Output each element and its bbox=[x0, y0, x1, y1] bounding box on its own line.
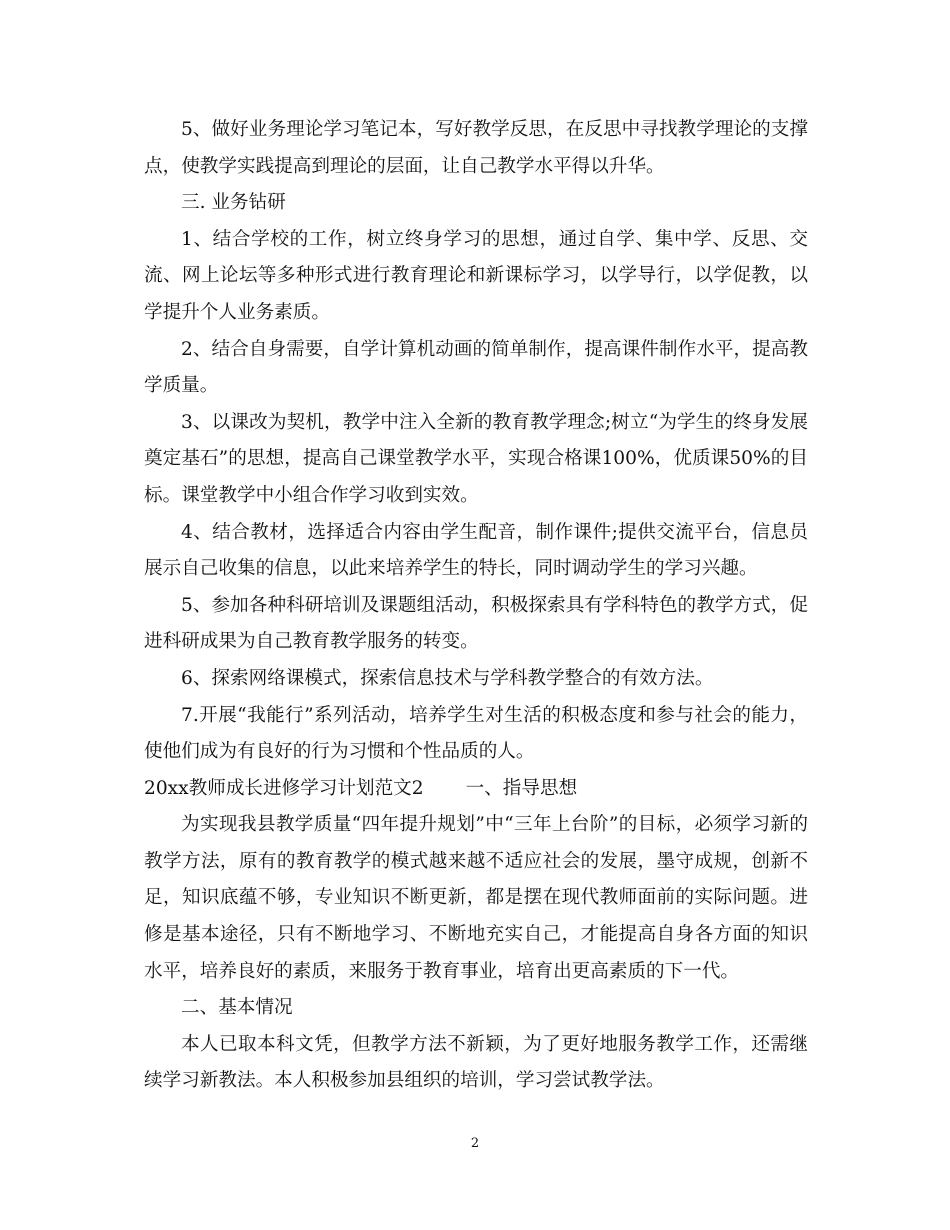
paragraph-1: 5、做好业务理论学习笔记本，写好教学反思，在反思中寻找教学理论的支撑点，使教学实践提高到理论的层面，让自己教学水平得以升华。 bbox=[144, 119, 808, 177]
document-body bbox=[144, 112, 808, 1100]
paragraph-guiding-ideas: 为实现我县教学质量“四年提升规划”中“三年上台阶”的目标，必须学习新的教学方法，原有的教育教学的模式越来越不适应社会的发展，墨守成规，创新不足，知识底蕴不够，专业知识不断更新，都是摆在现代教师面前的实际问题。进修是基本途径，只有不断地学习、不断地充实自己，才能提高自身各方面的知识水平，培养良好的素质，来服务于教育事业，培育出更高素质的下一代。 bbox=[144, 814, 808, 982]
paragraph-basic-situation: 本人已取本科文凭，但教学方法不新颖，为了更好地服务教学工作，还需继续学习新教法。本人积极参加县组织的培训，学习尝试教学法。 bbox=[144, 1033, 808, 1092]
heading-business-research: 三. 业务钻研 bbox=[181, 192, 286, 214]
paragraph-2: 1、结合学校的工作，树立终身学习的思想，通过自学、集中学、反思、交流、网上论坛等多种形式进行教育理论和新课标学习，以学导行，以学促教，以学提升个人业务素质。 bbox=[144, 228, 808, 323]
paragraph-5: 4、结合教材，选择适合内容由学生配音，制作课件;提供交流平台，信息员展示自己收集的信息，以此来培养学生的特长，同时调动学生的学习兴趣。 bbox=[144, 521, 808, 580]
section-subheading: 一、指导思想 bbox=[465, 777, 578, 799]
paragraph-6: 5、参加各种科研培训及课题组活动，积极探索具有学科特色的教学方式，促进科研成果为自己教育教学服务的转变。 bbox=[144, 594, 808, 653]
heading-basic-situation: 二、基本情况 bbox=[181, 997, 293, 1019]
page-number: 2 bbox=[470, 1136, 480, 1151]
paragraph-7: 6、探索网络课模式，探索信息技术与学科教学整合的有效方法。 bbox=[181, 667, 714, 689]
paragraph-8: 7.开展“我能行”系列活动，培养学生对生活的积极态度和参与社会的能力，使他们成为有良好的行为习惯和个性品质的人。 bbox=[144, 704, 808, 763]
paragraph-4: 3、以课改为契机，教学中注入全新的教育教学理念;树立“为学生的终身发展奠定基石”的思想，提高自己课堂教学水平，实现合格课100%，优质课50%的目标。课堂教学中小组合作学习收到实效。 bbox=[144, 411, 808, 506]
paragraph-3: 2、结合自身需要，自学计算机动画的简单制作，提高课件制作水平，提高教学质量。 bbox=[144, 338, 808, 397]
section-title: 20xx教师成长进修学习计划范文2 bbox=[144, 777, 424, 799]
section-title-line bbox=[144, 771, 808, 808]
